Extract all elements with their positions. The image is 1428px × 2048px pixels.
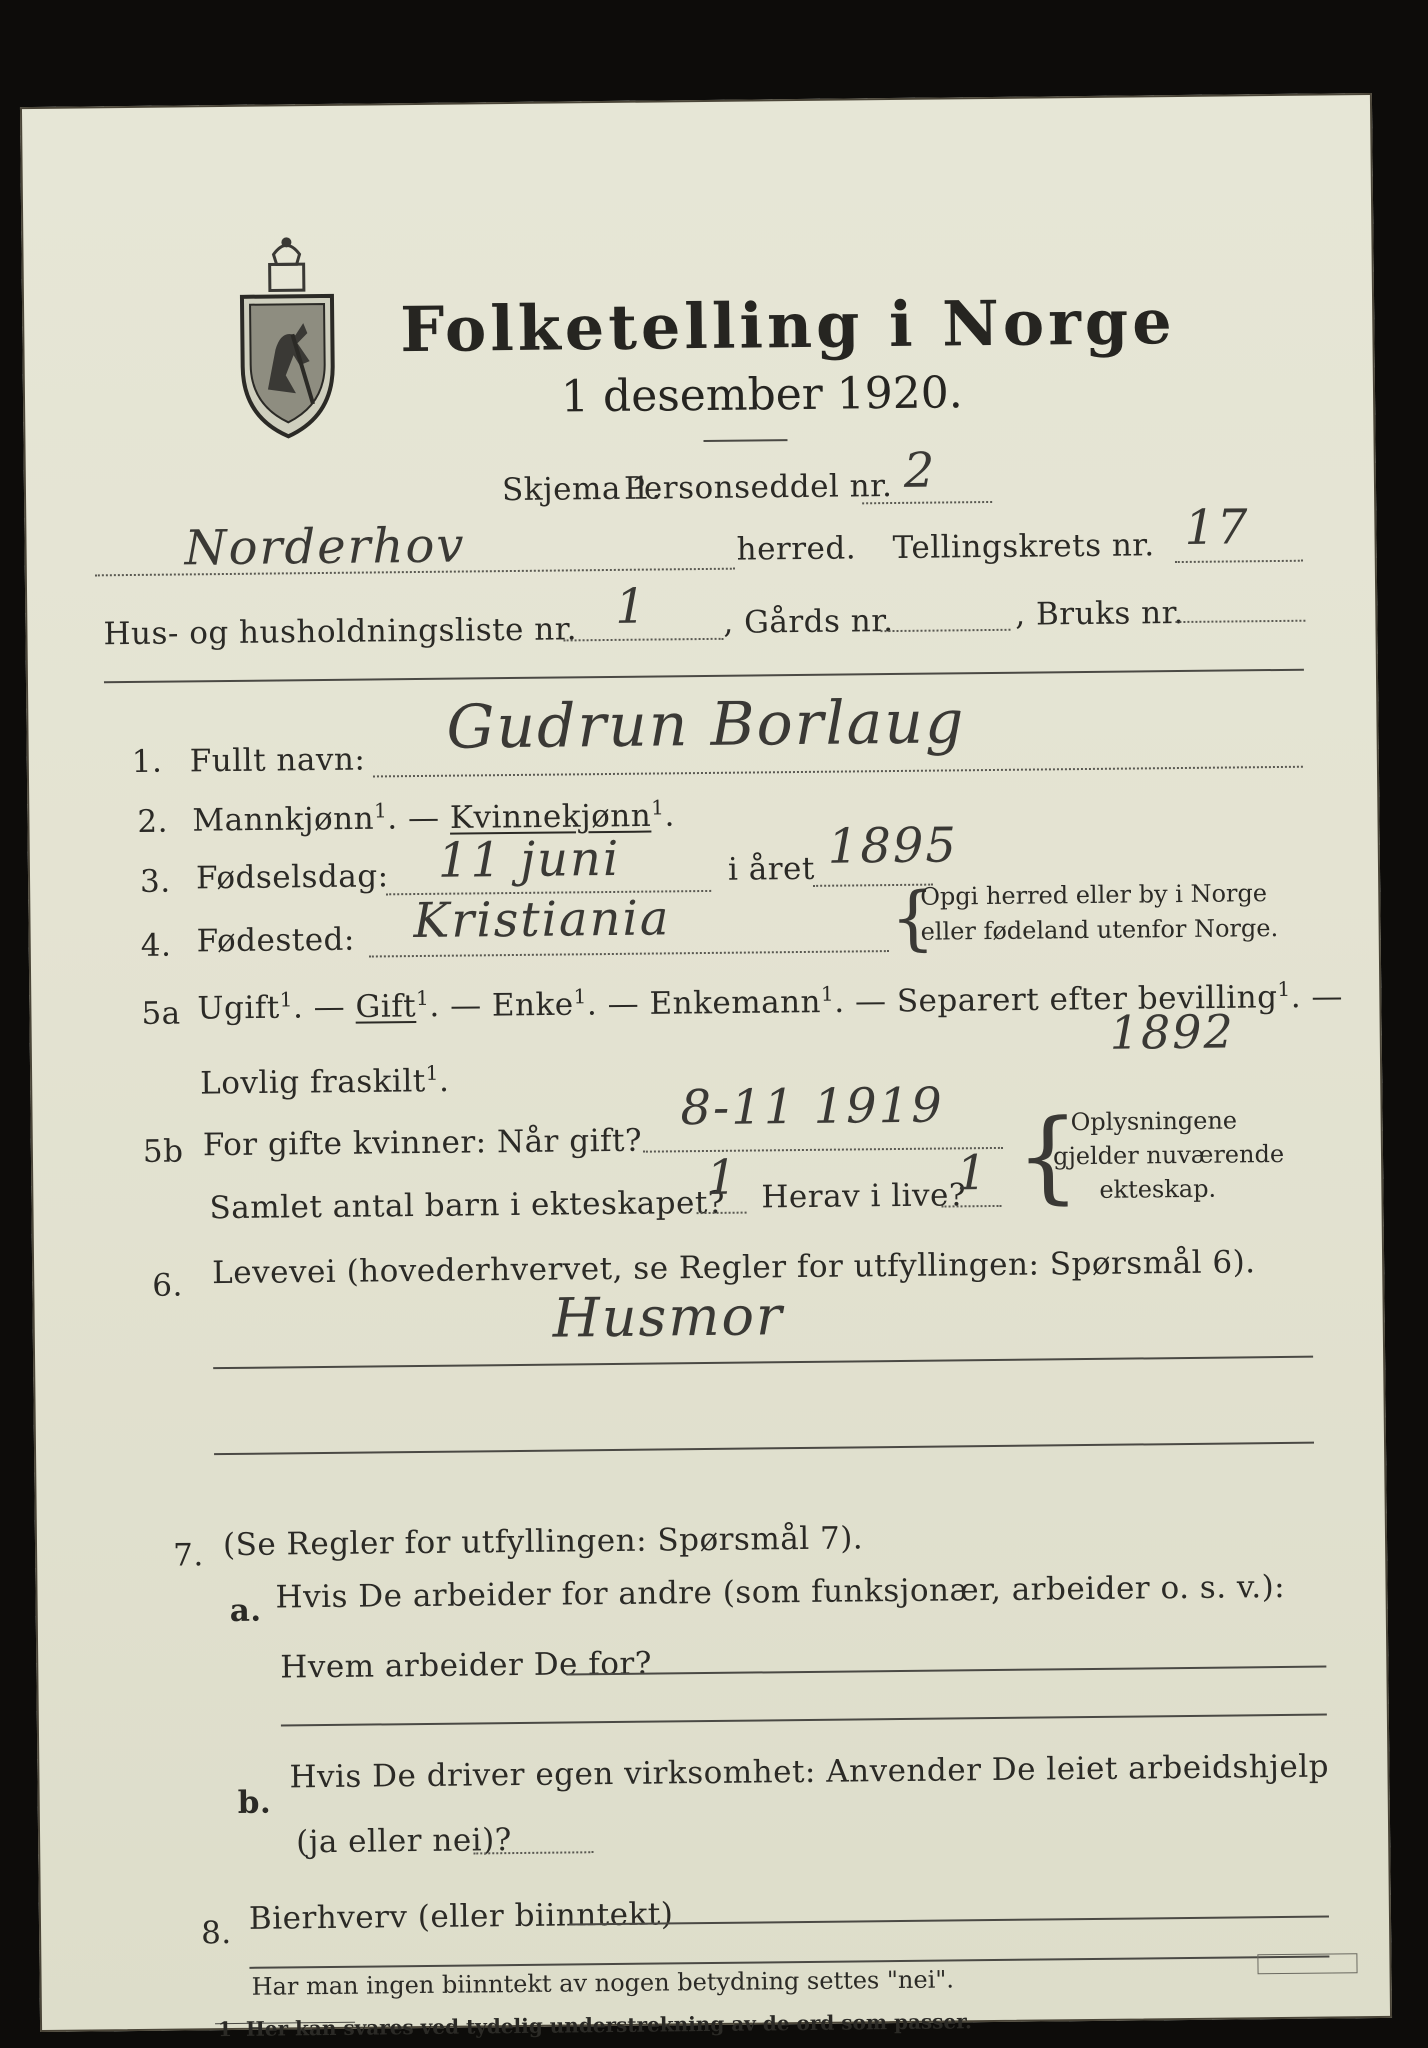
q3-label: Fødselsdag: <box>195 858 389 897</box>
q5b-number: 5b <box>142 1133 184 1170</box>
q5b-live-line <box>942 1205 1002 1208</box>
q1-number: 1. <box>131 743 163 780</box>
q7a-line1: Hvis De arbeider for andre (som funksjonær, arbeider o. s. v.): <box>275 1568 1286 1616</box>
q5a-enke: Enke <box>491 986 574 1024</box>
bruks-line <box>1175 620 1305 623</box>
tellingskrets-label: Tellingskrets nr. <box>892 527 1155 567</box>
q4-note-line1: Opgi herred eller by i Norge <box>920 879 1268 911</box>
q5a-lovlig: Lovlig fraskilt$^1$. <box>200 1060 450 1102</box>
q5b-value: 8-11 1919 <box>680 1077 945 1137</box>
q2-end: . <box>664 797 676 834</box>
q7-number: 7. <box>172 1537 204 1574</box>
q5b-line <box>643 1147 1003 1153</box>
q1-label: Fullt navn: <box>189 741 366 780</box>
bruks-label: , Bruks nr. <box>1015 594 1185 633</box>
q5b-label: For gifte kvinner: Når gift? <box>202 1122 643 1164</box>
q3-aret-label: i året <box>727 850 816 888</box>
husholdning-label: Hus- og husholdningsliste nr. <box>103 611 578 653</box>
q5b-live-value: 1 <box>955 1145 990 1202</box>
herred-value: Norderhov <box>184 517 466 577</box>
husholdning-value: 1 <box>614 578 649 635</box>
q5b-barn-line <box>697 1212 747 1215</box>
q4-label: Fødested: <box>196 921 356 960</box>
footnote-marker: 1 <box>217 2017 233 2042</box>
gards-label: , Gårds nr. <box>723 603 894 641</box>
q2-dash: . — <box>387 800 440 837</box>
norway-coat-of-arms-icon <box>231 234 343 445</box>
q8-label: Bierhverv (eller biinntekt) <box>248 1896 674 1937</box>
q7b-line2: (ja eller nei)? <box>295 1822 513 1861</box>
q4-note-line2: eller fødeland utenfor Norge. <box>920 914 1279 946</box>
q7a-answer-line2 <box>281 1714 1327 1727</box>
q5a-enkemann: Enkemann <box>649 984 822 1022</box>
q5a-annotation: 1892 <box>1109 1004 1236 1060</box>
q5b-live-label: Herav i live? <box>761 1177 967 1216</box>
q7b-letter: b. <box>237 1784 272 1821</box>
q5a-gift: Gift <box>355 988 417 1025</box>
q5b-note-line1: Oplysningene <box>1070 1106 1238 1137</box>
q6-number: 6. <box>152 1267 184 1304</box>
personseddel-value: 2 <box>903 442 937 499</box>
q4-line <box>369 950 889 957</box>
schema-label: Skjema 1. <box>501 470 662 509</box>
q5a-ugift: Ugift <box>197 989 280 1027</box>
q6-line2 <box>214 1442 1314 1456</box>
herred-label: herred. <box>736 530 857 568</box>
q2-kvinne: Kvinnekjønn <box>449 797 652 836</box>
q7a-line2: Hvem arbeider De for? <box>280 1645 653 1686</box>
q5a-options: Ugift$^1$. — Gift$^1$. — Enke$^1$. — Enkemann$^1$. — Separert efter bevilling$^1$. — <box>197 976 1344 1027</box>
form-title: Folketelling i Norge <box>399 285 1176 367</box>
q5b-note-line2: gjelder nuværende <box>1052 1139 1285 1171</box>
q7a-letter: a. <box>229 1592 262 1630</box>
form-date: 1 desember 1920. <box>560 367 963 423</box>
q4-value: Kristiania <box>413 890 671 950</box>
q5b-barn-value: 1 <box>705 1149 740 1207</box>
q7b-answer-line <box>473 1851 593 1854</box>
title-divider <box>703 439 787 442</box>
q6-line1 <box>213 1356 1313 1370</box>
q4-brace: { <box>890 876 936 960</box>
q5a-number: 5a <box>141 995 181 1032</box>
footnote <box>218 2009 972 2041</box>
q3-aret-value: 1895 <box>827 817 959 875</box>
q7a-answer-line1 <box>566 1666 1326 1676</box>
q7b-line1: Hvis De driver egen virksomhet: Anvender De leiet arbeidshjelp <box>289 1748 1330 1796</box>
q1-value: Gudrun Borlaug <box>446 687 966 763</box>
q6-label: Levevei (hovederhvervet, se Regler for utfyllingen: Spørsmål 6). <box>211 1244 1256 1292</box>
q3-number: 3. <box>139 863 171 900</box>
footnote-text: Her kan svares ved tydelig understrekning av de ord som passer. <box>245 2009 973 2041</box>
q5b-brace: { <box>1015 1097 1081 1215</box>
q7-label: (Se Regler for utfyllingen: Spørsmål 7). <box>222 1520 864 1564</box>
q4-number: 4. <box>140 927 172 964</box>
q8-note: Har man ingen biinntekt av nogen betydning settes "nei". <box>251 1965 955 2001</box>
q3-value: 11 juni <box>437 830 621 889</box>
gards-line <box>880 629 1010 632</box>
q5b-note-line3: ekteskap. <box>1099 1174 1217 1204</box>
q2-kvinne-sup: 1 <box>651 795 665 820</box>
q5b-barn-label: Samlet antal barn i ekteskapet? <box>209 1184 726 1227</box>
q2-mann: Mannkjønn <box>192 800 375 839</box>
header-rule <box>104 669 1304 684</box>
q5a-separert: Separert efter bevilling <box>896 979 1278 1020</box>
q2-mann-sup: 1 <box>373 798 388 823</box>
q8-number: 8. <box>200 1915 232 1952</box>
printer-stamp <box>1257 1953 1357 1974</box>
husholdning-line <box>564 638 724 642</box>
census-form-page <box>20 93 1392 2042</box>
q8-answer-line1 <box>569 1916 1329 1926</box>
q1-line <box>373 766 1303 778</box>
tellingskrets-line <box>1175 560 1303 563</box>
q2-number: 2. <box>137 803 169 840</box>
personseddel-label: Personseddel nr. <box>623 468 893 507</box>
q6-value: Husmor <box>552 1284 785 1350</box>
personseddel-line <box>862 501 992 504</box>
tellingskrets-value: 17 <box>1184 499 1250 556</box>
